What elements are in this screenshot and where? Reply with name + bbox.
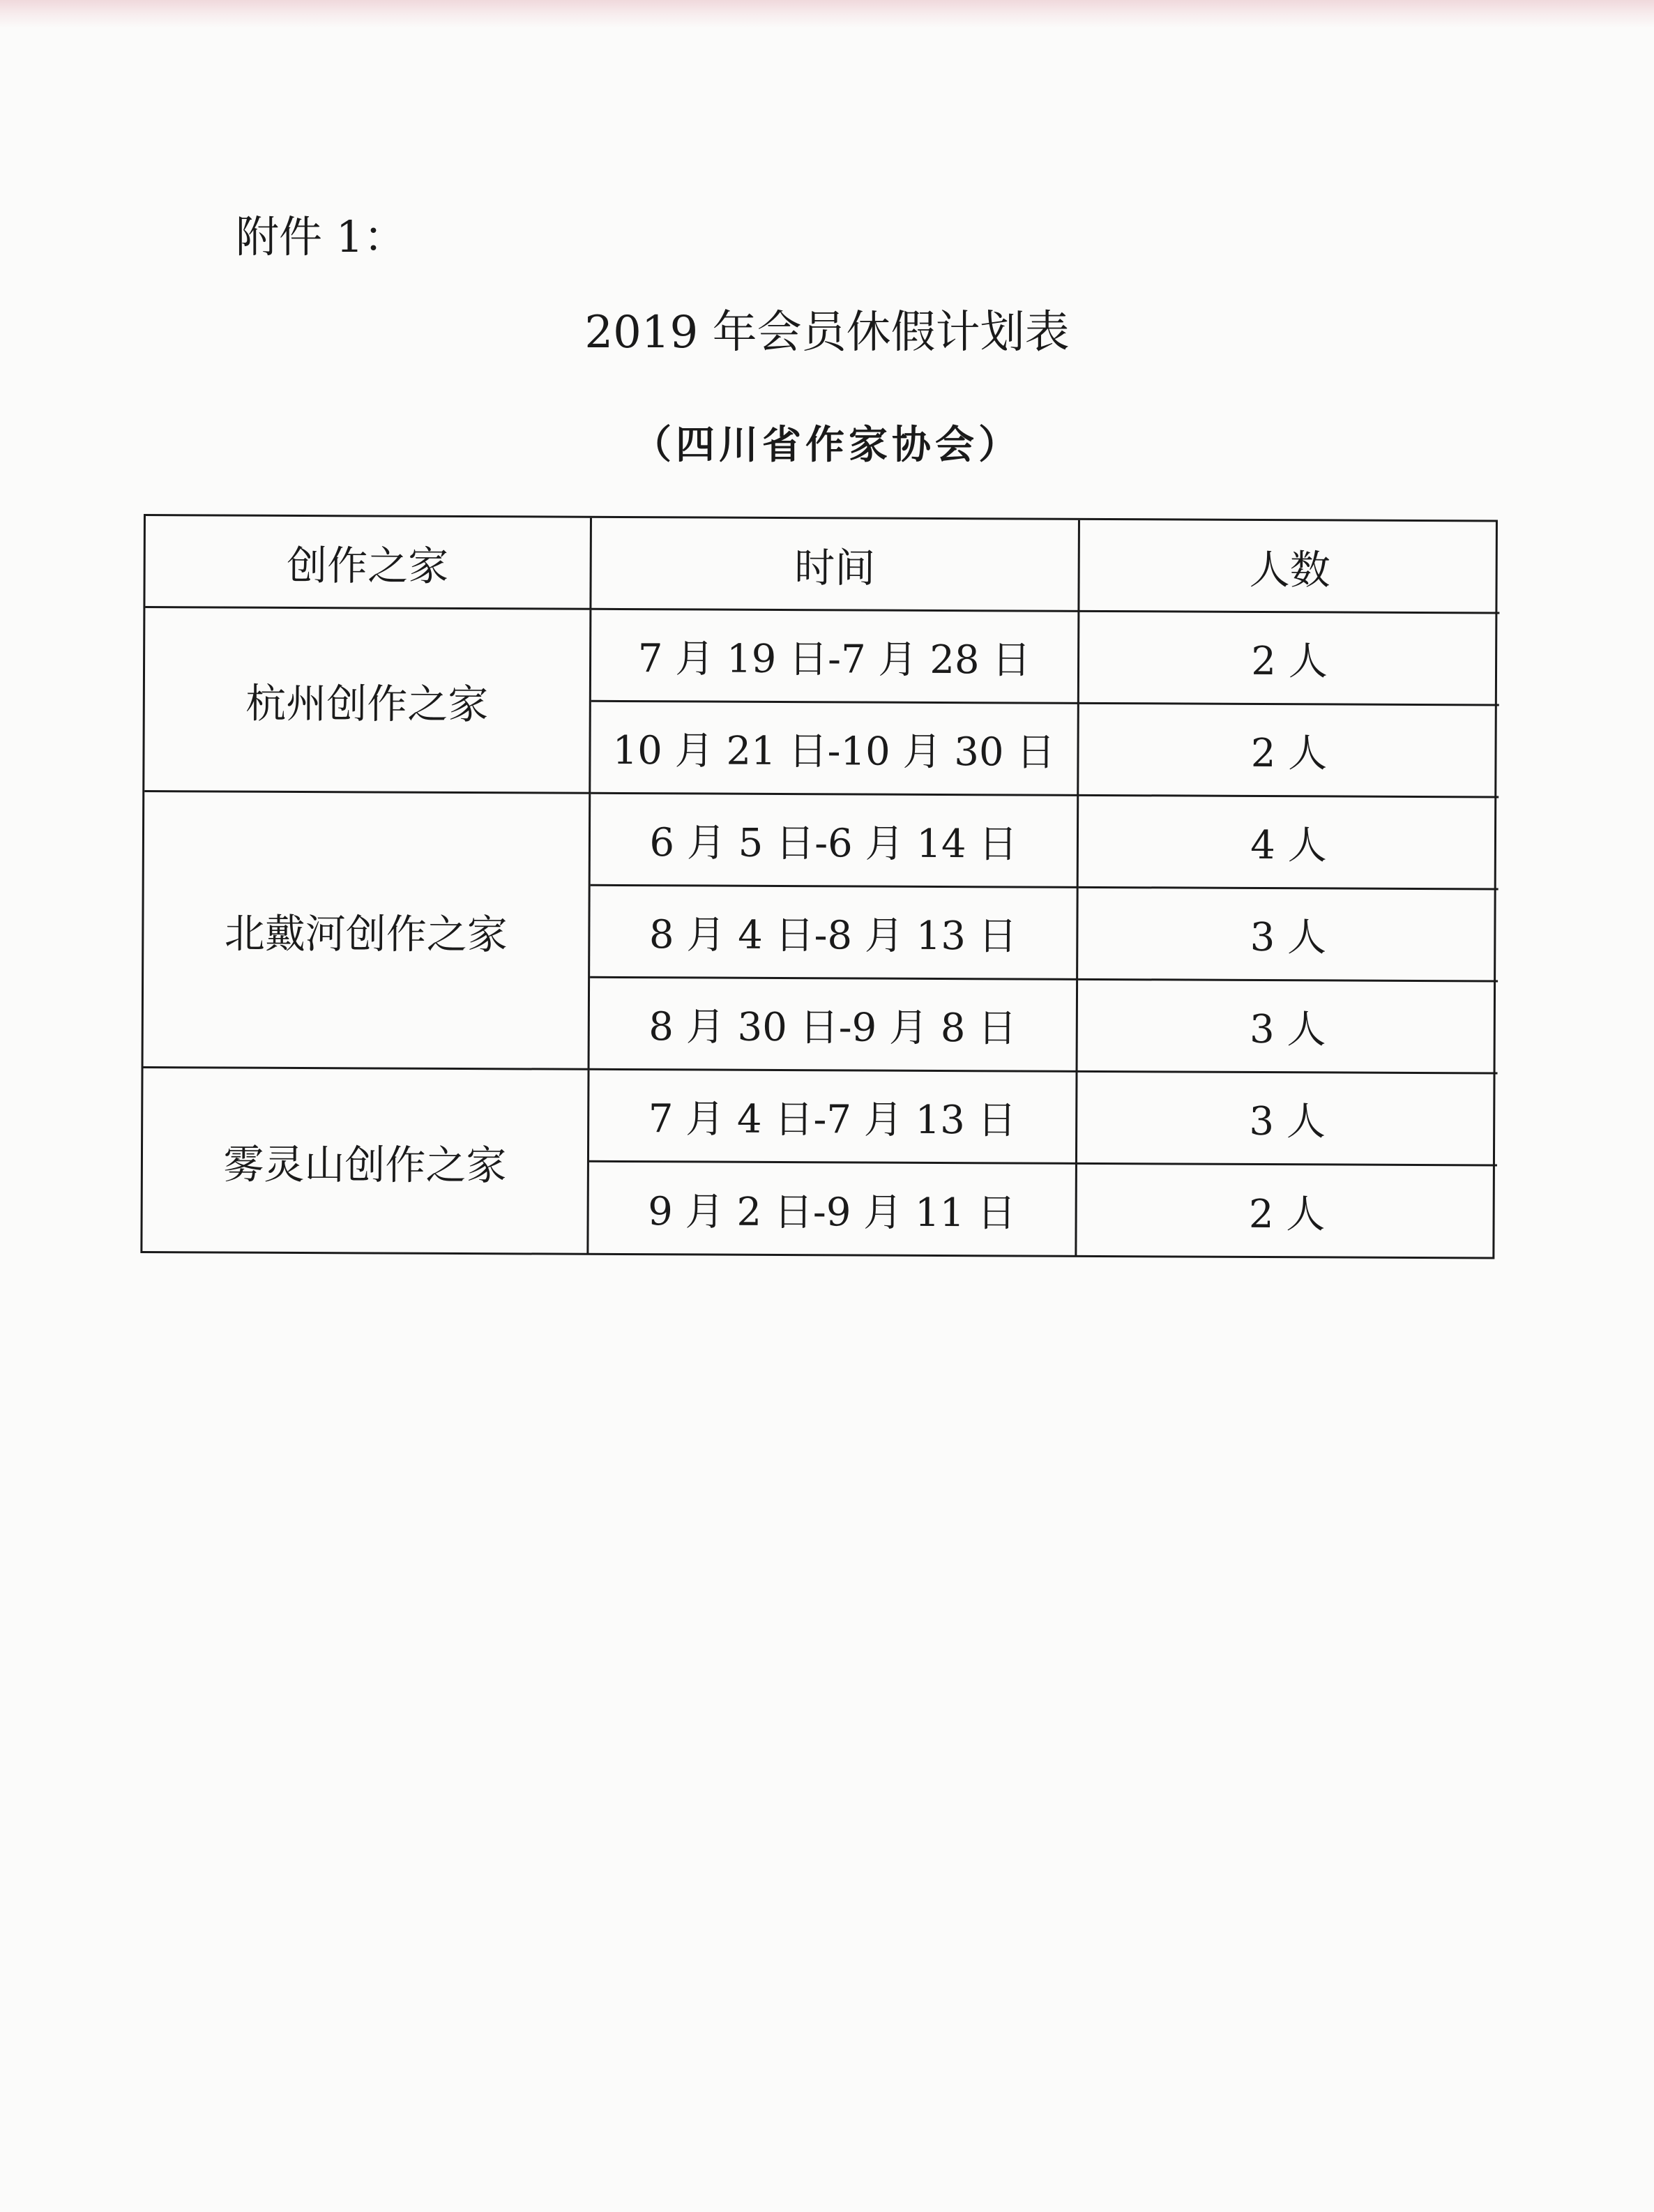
attachment-label: 附件 1： <box>236 211 407 262</box>
document-subtitle: （四川省作家协会） <box>632 422 1022 468</box>
document-title: 2019 年会员休假计划表 <box>584 307 1070 358</box>
period-cell: 9 月 2 日-9 月 11 日 <box>589 1162 1077 1257</box>
count-cell: 4 人 <box>1079 796 1499 891</box>
period-cell: 7 月 19 日-7 月 28 日 <box>591 610 1080 704</box>
count-cell: 3 人 <box>1077 1073 1498 1167</box>
header-count: 人数 <box>1079 520 1500 614</box>
vacation-plan-table <box>140 514 1498 1259</box>
scan-edge-shading <box>0 0 1654 28</box>
home-cell-beidaihe: 北戴河创作之家 <box>144 792 591 1070</box>
count-cell: 2 人 <box>1079 704 1499 798</box>
count-cell: 2 人 <box>1248 1191 1326 1238</box>
period-cell: 8 月 30 日-9 月 8 日 <box>590 978 1079 1073</box>
count-cell: 3 人 <box>1078 980 1499 1075</box>
period-cell: 10 月 21 日-10 月 30 日 <box>591 702 1079 796</box>
header-home: 创作之家 <box>145 516 592 610</box>
home-cell-wulingshan: 雾灵山创作之家 <box>142 1068 589 1255</box>
count-cell: 3 人 <box>1078 888 1499 983</box>
period-cell: 8 月 4 日-8 月 13 日 <box>590 886 1079 980</box>
period-cell: 7 月 4 日-7 月 13 日 <box>589 1070 1078 1165</box>
period-cell: 6 月 5 日-6 月 14 日 <box>591 794 1079 888</box>
header-period: 时间 <box>591 518 1080 612</box>
count-cell: 2 人 <box>1079 612 1500 706</box>
home-cell-hangzhou: 杭州创作之家 <box>144 608 591 794</box>
